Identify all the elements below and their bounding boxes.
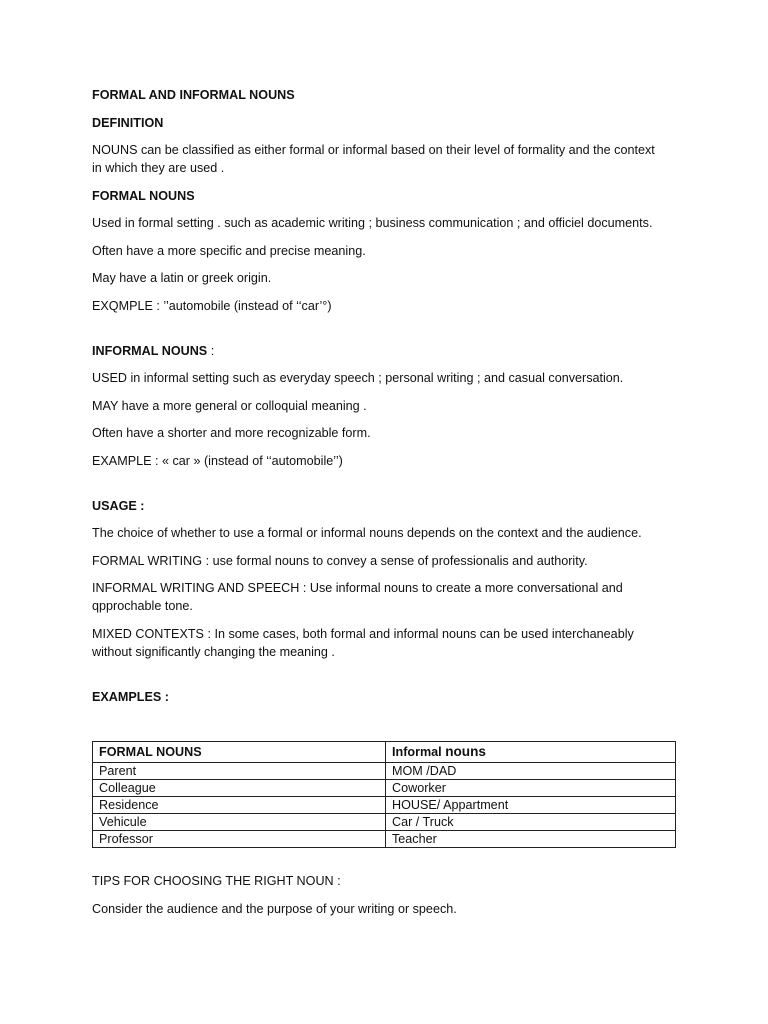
table-cell-formal: Residence (93, 797, 386, 814)
informal-point-1: USED in informal setting such as everyday speech ; personal writing ; and casual conversation. (92, 371, 624, 385)
examples-heading: EXAMPLES : (92, 689, 169, 704)
usage-point-4-line1: MIXED CONTEXTS : In some cases, both formal and informal nouns can be used interchaneably (92, 626, 634, 641)
tips-section (92, 872, 682, 918)
informal-nouns-heading-colon: : (207, 343, 215, 358)
formal-point-1: Used in formal setting . such as academic writing ; business communication ; and officiel documents. (92, 216, 653, 230)
formal-example: EXQMPLE : ’’automobile (instead of ‘‘car’°) (92, 298, 332, 313)
table-header-informal (386, 742, 676, 763)
table-cell-informal: Car / Truck (386, 814, 676, 831)
formal-point-2: Often have a more specific and precise meaning. (92, 243, 366, 258)
examples-table (92, 741, 676, 848)
usage-point-1: The choice of whether to use a formal or informal nouns depends on the context and the audience. (92, 526, 642, 540)
formal-point-3: May have a latin or greek origin. (92, 271, 272, 285)
tips-heading: TIPS FOR CHOOSING THE RIGHT NOUN : (92, 874, 341, 888)
usage-point-3-line2: qpprochable tone. (92, 599, 193, 613)
table-header-row (93, 742, 676, 763)
informal-example: EXAMPLE : « car » (instead of ‘‘automobile’’) (92, 453, 343, 468)
definition-heading: DEFINITION (92, 115, 164, 130)
definition-text-line1: NOUNS can be classified as either formal or informal based on their level of formality and the context (92, 143, 655, 157)
definition-text-line2: in which they are used . (92, 161, 225, 175)
table-header-informal-word: Informal (392, 745, 446, 759)
informal-nouns-heading: INFORMAL NOUNS (92, 343, 208, 358)
informal-point-3: Often have a shorter and more recognizable form. (92, 426, 371, 440)
table-cell-formal: Parent (93, 763, 386, 780)
table-cell-formal: Vehicule (93, 814, 386, 831)
table-header-formal: FORMAL NOUNS (93, 742, 386, 763)
usage-heading: USAGE : (92, 498, 145, 513)
informal-point-2: MAY have a more general or colloquial meaning . (92, 398, 367, 413)
informal-nouns-heading-line (92, 342, 682, 360)
usage-point-3-line1: INFORMAL WRITING AND SPEECH : Use informal nouns to create a more conversational and (92, 581, 623, 595)
usage-point-2: FORMAL WRITING : use formal nouns to convey a sense of professionalis and authority. (92, 553, 588, 568)
table-cell-informal: Teacher (386, 831, 676, 848)
table-cell-formal: Professor (93, 831, 386, 848)
table-row (93, 797, 676, 814)
table-header-nouns-word: nouns (445, 744, 486, 759)
table-row (93, 763, 676, 780)
tips-point-1: Consider the audience and the purpose of your writing or speech. (92, 901, 457, 916)
table-row (93, 780, 676, 797)
table-row (93, 831, 676, 848)
table-cell-informal: Coworker (386, 780, 676, 797)
table-row (93, 814, 676, 831)
table-cell-formal: Colleague (93, 780, 386, 797)
document-title: FORMAL AND INFORMAL NOUNS (92, 88, 295, 102)
usage-point-4-line2: without significantly changing the meaning . (92, 644, 335, 659)
document-body (92, 86, 682, 706)
table-cell-informal: MOM /DAD (386, 763, 676, 780)
table-cell-informal: HOUSE/ Appartment (386, 797, 676, 814)
formal-nouns-heading: FORMAL NOUNS (92, 188, 195, 203)
